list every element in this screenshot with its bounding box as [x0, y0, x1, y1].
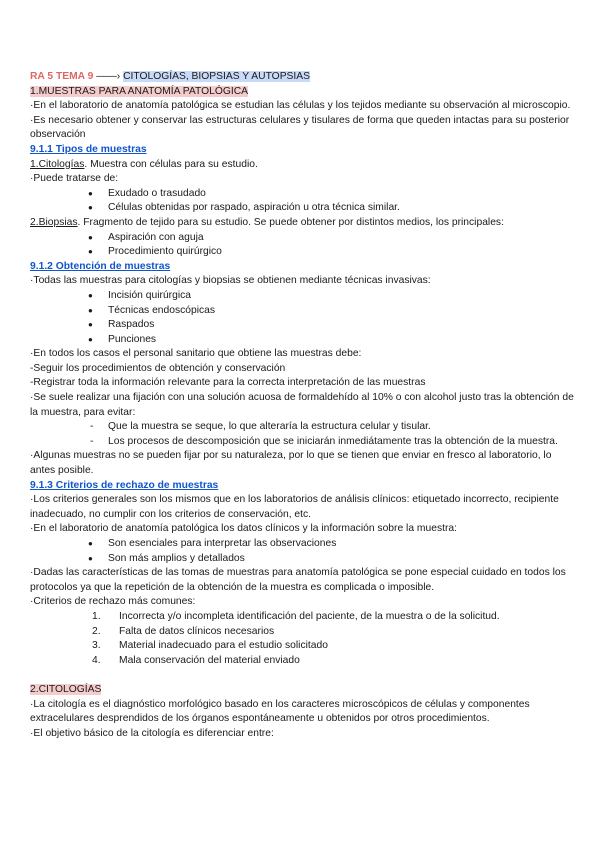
list-item: ● Células obtenidas por raspado, aspiración u otra técnica similar. [30, 201, 578, 216]
section-9-1-1-heading: 9.1.1 Tipos de muestras [30, 143, 147, 155]
document-page [30, 70, 578, 741]
paragraph: ·Es necesario obtener y conservar las estructuras celulares y tisulares de forma que queden intactas para su posterior observación [30, 114, 570, 141]
paragraph: 1.Citologías. Muestra con células para su estudio. [30, 158, 258, 170]
paragraph: 2.Biopsias. Fragmento de tejido para su estudio. Se puede obtener por distintos medios, los principales: [30, 216, 504, 228]
section-2-heading: 2.CITOLOGÍAS [30, 683, 102, 695]
numbered-item: 3. Material inadecuado para el estudio solicitado [92, 640, 328, 652]
list-item: ● Incisión quirúrgica [30, 289, 578, 304]
numbered-item: 4. Mala conservación del material enviado [92, 654, 300, 666]
paragraph: ·Se suele realizar una fijación con una solución acuosa de formaldehído al 10% o con alcohol justo tras la obtención de la muestra, para evitar: [30, 392, 574, 418]
citologias-label: 1.Citologías [30, 158, 85, 170]
paragraph: ·Puede tratarse de: [30, 173, 119, 185]
paragraph: ·En todos los casos el personal sanitario que obtiene las muestras debe: [30, 348, 362, 360]
list-item: - Los procesos de descomposición que se iniciarán inmediátamente tras la obtención de la muestra. [30, 435, 578, 450]
list-item: ● Son más amplios y detallados [30, 552, 578, 567]
title-text: CITOLOGÍAS, BIOPSIAS Y AUTOPSIAS [123, 71, 311, 82]
paragraph: ·En el laboratorio de anatomía patológica se estudian las células y los tejidos mediante su observación al microscopio. [30, 100, 571, 112]
biopsias-label: 2.Biopsias [30, 216, 78, 228]
numbered-item: 1. Incorrecta y/o incompleta identificación del paciente, de la muestra o de la solicitud. [92, 610, 500, 622]
paragraph: ·En el laboratorio de anatomía patológica los datos clínicos y la información sobre la muestra: [30, 523, 457, 535]
list-item: ● Exudado o trasudado [30, 187, 578, 202]
document-title [30, 70, 578, 85]
list-item: ● Técnicas endoscópicas [30, 304, 578, 319]
paragraph: ·Criterios de rechazo más comunes: [30, 596, 196, 608]
section-1-heading: 1.MUESTRAS PARA ANATOMÍA PATOLÓGICA [30, 85, 249, 97]
paragraph: ·Algunas muestras no se pueden fijar por su naturaleza, por lo que se tienen que enviar en fresco al laboratorio, lo antes posible. [30, 450, 552, 477]
paragraph: ·Dadas las características de las tomas de muestras para anatomía patológica se pone especial cuidado en todos los protocolos ya que la repetición de la obtención de la muestra es complicada o imposible. [30, 567, 566, 593]
paragraph: ·Los criterios generales son los mismos que en los laboratorios de análisis clínicos: etiquetado incorrecto, recipiente inadecuado, no cumplir con los criterios de conservación, etc. [30, 494, 559, 520]
list-item: ● Punciones [30, 333, 578, 348]
title-code: RA 5 TEMA 9 [30, 71, 94, 82]
paragraph: ·La citología es el diagnóstico morfológico basado en los caracteres microscópicos de células y componentes extracelulares desprendidos de los órganos espontáneamente u obtenidos por otros procedimientos. [30, 698, 530, 725]
title-arrow: ——› [93, 71, 124, 82]
list-item: ● Procedimiento quirúrgico [30, 245, 578, 260]
section-9-1-3-heading: 9.1.3 Criterios de rechazo de muestras [30, 479, 219, 491]
paragraph: -Registrar toda la información relevante para la correcta interpretación de las muestras [30, 377, 426, 389]
section-9-1-2-heading: 9.1.2 Obtención de muestras [30, 260, 171, 272]
list-item: ● Son esenciales para interpretar las observaciones [30, 537, 578, 552]
paragraph: ·El objetivo básico de la citología es diferenciar entre: [30, 727, 274, 739]
numbered-item: 2. Falta de datos clínicos necesarios [92, 625, 275, 637]
list-item: - Que la muestra se seque, lo que alteraría la estructura celular y tisular. [30, 420, 578, 435]
paragraph: -Seguir los procedimientos de obtención y conservación [30, 362, 286, 374]
list-item: ● Aspiración con aguja [30, 231, 578, 246]
paragraph: ·Todas las muestras para citologías y biopsias se obtienen mediante técnicas invasivas: [30, 275, 431, 287]
list-item: ● Raspados [30, 318, 578, 333]
